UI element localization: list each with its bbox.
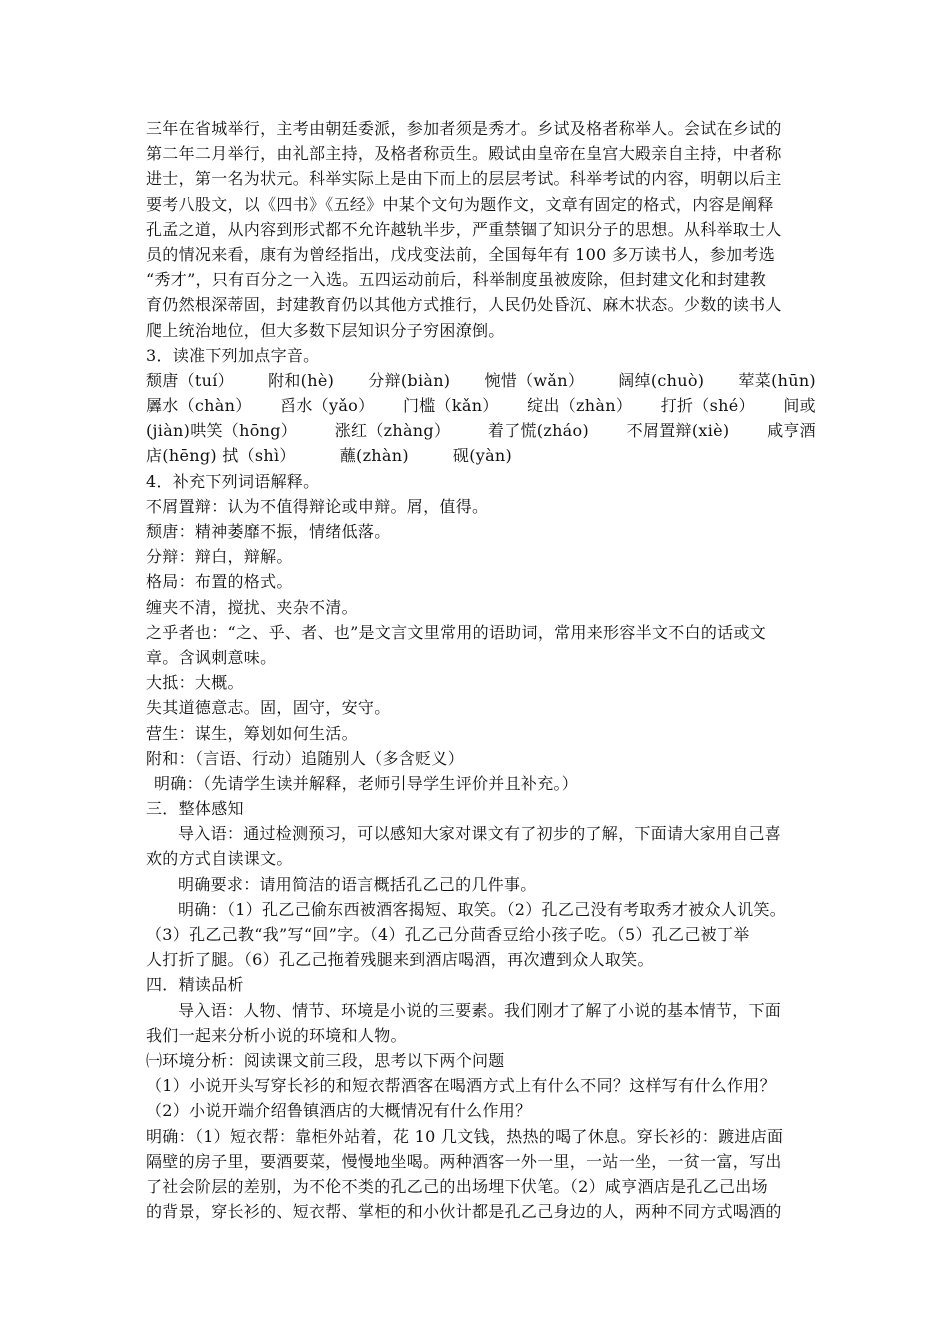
text-line: 营生：谋生，筹划如何生活。 [146, 723, 358, 743]
text-line: 爬上统治地位，但大多数下层知识分子穷困潦倒。 [146, 320, 505, 340]
text-line: 进士，第一名为状元。科举实际上是由下而上的层层考试。科举考试的内容，明朝以后主 [146, 169, 782, 189]
pinyin-item: 羼水（chàn） [146, 396, 252, 416]
document-body [146, 116, 816, 1224]
text-line: 三．整体感知 [146, 799, 244, 819]
text-line: 附和：（言语、行动）追随别人（多含贬义） [146, 748, 465, 768]
pinyin-item: 店(hēng) 拭（shì） [146, 446, 296, 466]
text-line: 孔孟之道，从内容到形式都不允许越轨半步，严重禁锢了知识分子的思想。从科举取士人 [146, 219, 782, 239]
text-line: 明确：（先请学生读并解释，老师引导学生评价并且补充。） [154, 773, 579, 793]
text-line: 三年在省城举行，主考由朝廷委派，参加者须是秀才。乡试及格者称举人。会试在乡试的 [146, 119, 782, 138]
pinyin-item: (jiàn)哄笑（hōng） [146, 421, 298, 441]
pinyin-item: 不屑置辩(xiè) [626, 421, 730, 441]
text-line: （2）小说开端介绍鲁镇酒店的大概情况有什么作用？ [146, 1101, 532, 1121]
text-line: 四．精读品析 [146, 975, 244, 995]
text-line: 4．补充下列词语解释。 [146, 471, 320, 491]
text-line: 育仍然根深蒂固，封建教育仍以其他方式推行，人民仍处昏沉、麻木状态。少数的读书人 [146, 295, 782, 315]
text-line: 员的情况来看，康有为曾经指出，戊戌变法前，全国每年有 100 多万读书人，参加考选 [146, 244, 776, 264]
pinyin-item: 附和(hè) [268, 370, 335, 390]
pinyin-item: 颓唐（tuí） [146, 370, 234, 390]
text-line: 要考八股文，以《四书》《五经》中某个文句为题作文，文章有固定的格式，内容是阐释 [146, 194, 774, 214]
pinyin-item: 咸亨酒 [767, 421, 816, 441]
pinyin-item: 荤菜(hūn) [738, 370, 816, 390]
text-line: 明确：（1）孔乙己偷东西被酒客揭短、取笑。（2）孔乙己没有考取秀才被众人讥笑。 [178, 899, 787, 919]
pinyin-item: 打折（shé） [660, 396, 755, 416]
text-line: 缠夹不清，搅扰、夹杂不清。 [146, 597, 358, 617]
text-line: 章。含讽刺意味。 [146, 647, 277, 667]
pinyin-item: 涨红（zhàng） [334, 421, 451, 441]
text-line: 颓唐：精神萎靡不振，情绪低落。 [146, 522, 391, 541]
pinyin-item: 门槛（kǎn） [402, 396, 499, 416]
pinyin-item: 砚(yàn) [452, 446, 513, 466]
pinyin-item: 分辩(biàn) [368, 370, 451, 390]
text-line: 隔壁的房子里，要酒要菜，慢慢地坐喝。两种酒客一外一里，一站一坐，一贫一富，写出 [146, 1151, 782, 1171]
pinyin-row [146, 443, 816, 468]
text-line: 3．读准下列加点字音。 [146, 345, 320, 365]
pinyin-item: 间或 [783, 396, 816, 416]
text-line: 失其道德意志。固，固守，安守。 [146, 698, 391, 718]
text-line: 的背景，穿长衫的、短衣帮、掌柜的和小伙计都是孔乙己身边的人，两种不同方式喝酒的 [146, 1202, 782, 1222]
text-line: 欢的方式自读课文。 [146, 849, 293, 869]
text-line: 明确：（1）短衣帮：靠柜外站着，花 10 几文钱，热热的喝了休息。穿长衫的：踱进店面 [146, 1126, 784, 1146]
pinyin-row [146, 368, 816, 393]
text-line: ㈠环境分析：阅读课文前三段，思考以下两个问题 [146, 1050, 505, 1070]
text-line: 之乎者也：“之、乎、者、也”是文言文里常用的语助词，常用来形容半文不白的话或文 [146, 622, 767, 642]
pinyin-item: 阔绰(chuò) [618, 370, 705, 390]
text-line: 不屑置辩：认为不值得辩论或申辩。屑，值得。 [146, 496, 489, 516]
pinyin-item: 绽出（zhàn） [527, 396, 633, 416]
text-line: 分辩：辩白，辩解。 [146, 547, 293, 567]
pinyin-row [146, 393, 816, 418]
text-line: 人打折了腿。（6）孔乙己拖着残腿来到酒店喝酒，再次遭到众人取笑。 [146, 950, 654, 970]
pinyin-item: 惋惜（wǎn） [484, 370, 585, 390]
text-line: 大抵：大概。 [146, 673, 244, 693]
text-line: 格局：布置的格式。 [146, 572, 293, 592]
text-line: 明确要求：请用简洁的语言概括孔乙己的几件事。 [178, 874, 537, 894]
text-line: 我们一起来分析小说的环境和人物。 [146, 1025, 407, 1045]
text-line: 了社会阶层的差别，为不伦不类的孔乙己的出场埋下伏笔。（2）咸亨酒店是孔乙己出场 [146, 1176, 768, 1196]
pinyin-item: 着了慌(zháo) [487, 421, 589, 441]
text-line: 导入语：人物、情节、环境是小说的三要素。我们刚才了解了小说的基本情节，下面 [178, 1000, 782, 1020]
text-line: “秀才”，只有百分之一入选。五四运动前后，科举制度虽被废除，但封建文化和封建教 [146, 270, 767, 290]
text-line: 导入语：通过检测预习，可以感知大家对课文有了初步的了解，下面请大家用自己喜 [178, 824, 782, 844]
text-line: （1）小说开头写穿长衫的和短衣帮酒客在喝酒方式上有什么不同？这样写有什么作用？ [146, 1076, 776, 1096]
pinyin-item: 蘸(zhàn) [339, 446, 409, 466]
text-line: 第二年二月举行，由礼部主持，及格者称贡生。殿试由皇帝在皇宫大殿亲自主持，中者称 [146, 144, 782, 164]
pinyin-row [146, 418, 816, 443]
pinyin-item: 舀水（yǎo） [280, 396, 375, 416]
text-line: （3）孔乙己教“我”写“回”字。（4）孔乙己分茴香豆给小孩子吃。（5）孔乙己被丁举 [146, 925, 750, 944]
